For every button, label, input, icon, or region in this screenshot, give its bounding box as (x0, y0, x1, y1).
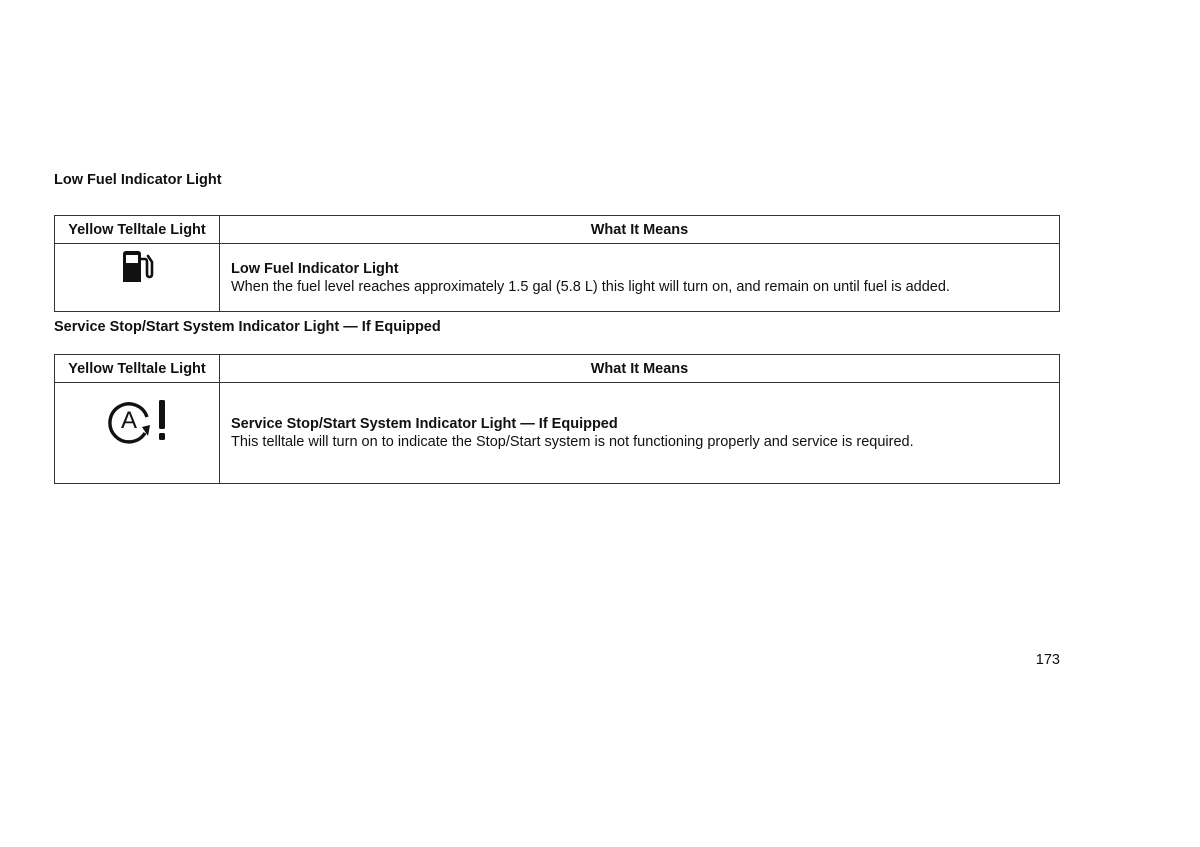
section-heading-low-fuel: Low Fuel Indicator Light (54, 172, 222, 188)
table-row (55, 383, 1060, 484)
stop-start-warning-icon (105, 395, 169, 445)
column-header-meaning: What It Means (220, 355, 1060, 383)
icon-cell (55, 383, 220, 484)
description-title: Service Stop/Start System Indicator Light — If Equipped (231, 416, 618, 432)
table-row (55, 244, 1060, 312)
description-text: This telltale will turn on to indicate the Stop/Start system is not functioning properly and service is required. (231, 434, 914, 450)
page-number: 173 (1035, 652, 1060, 668)
table-header-row (55, 216, 1060, 244)
description-title: Low Fuel Indicator Light (231, 260, 399, 277)
column-header-telltale: Yellow Telltale Light (55, 355, 220, 383)
icon-cell (55, 244, 220, 312)
telltale-table-low-fuel (54, 215, 1060, 312)
fuel-pump-icon (119, 249, 155, 285)
description-cell (220, 244, 1060, 312)
table-header-row (55, 355, 1060, 383)
description-cell (220, 383, 1060, 484)
svg-text:A: A (120, 407, 138, 434)
telltale-table-stop-start (54, 354, 1060, 484)
section-heading-stop-start: Service Stop/Start System Indicator Light — If Equipped (54, 319, 441, 335)
description-text: When the fuel level reaches approximately 1.5 gal (5.8 L) this light will turn on, and remain on until fuel is added. (231, 278, 950, 295)
column-header-meaning: What It Means (220, 216, 1060, 244)
column-header-telltale: Yellow Telltale Light (55, 216, 220, 244)
